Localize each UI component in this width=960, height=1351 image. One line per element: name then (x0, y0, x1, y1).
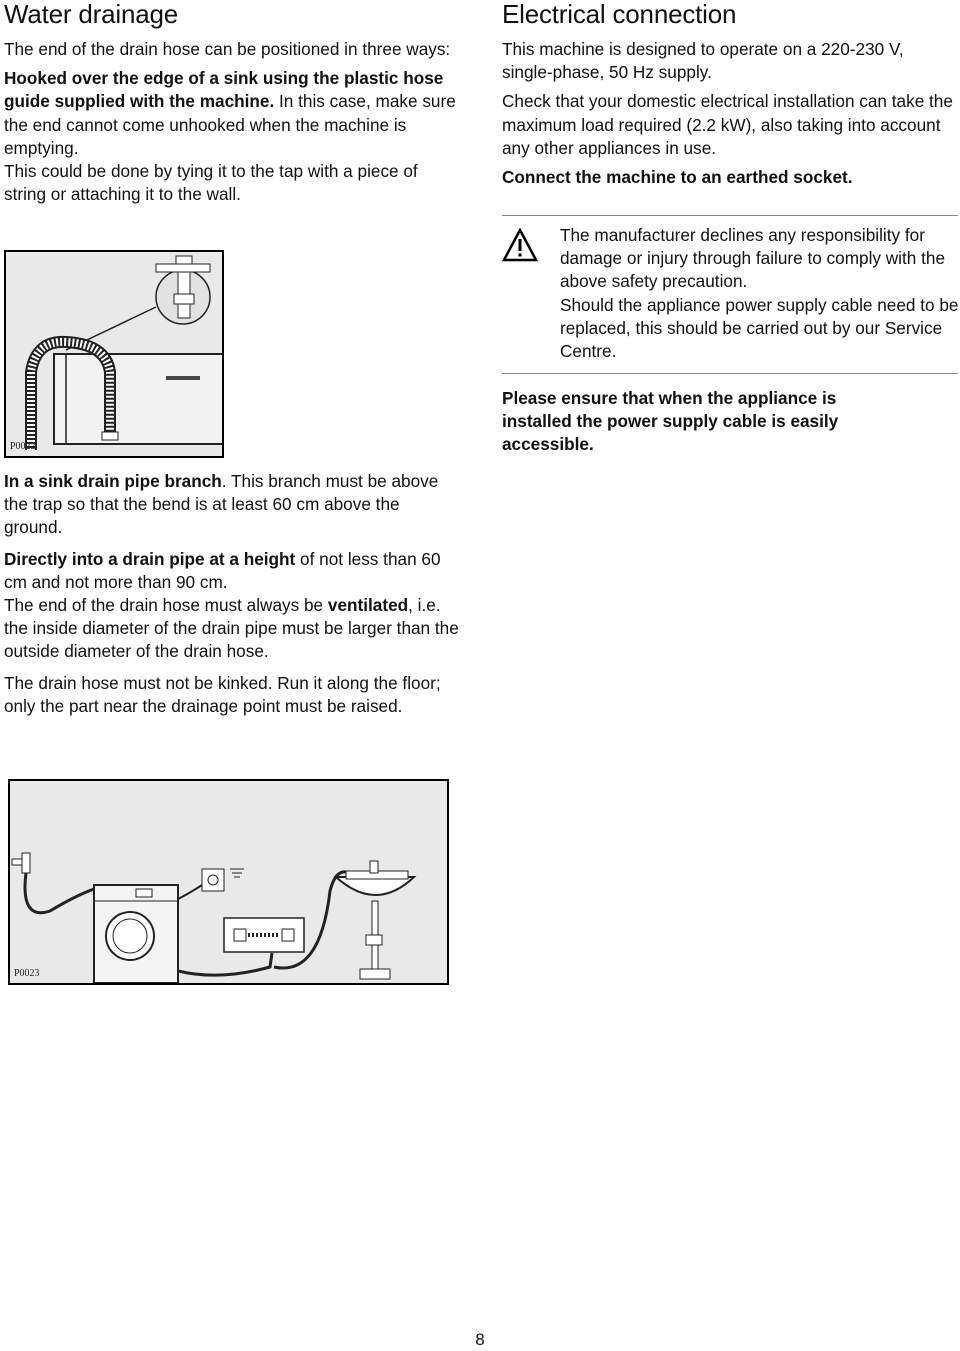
hooked-paragraph (4, 67, 460, 160)
check-paragraph: Check that your domestic electrical installation can take the maximum load required (2.2 kW), also taking into account any other appliances in use. (502, 91, 953, 158)
warning-responsibility: The manufacturer declines any responsibility for damage or injury through failure to comply with the above safety precaution. (560, 225, 946, 292)
vent-pre: The end of the drain hose must always be (4, 595, 328, 616)
sink-hose-illustration (6, 252, 222, 456)
warning-block (560, 224, 960, 363)
warning-replacement: Should the appliance power supply cable need to be replaced, this should be carried out by our Service Centre. (560, 294, 959, 362)
water-drainage-title: Water drainage (4, 0, 178, 29)
drain-intro: The end of the drain hose can be positioned in three ways: (4, 39, 451, 59)
ventilated-paragraph (4, 594, 460, 664)
vent-bold: ventilated (327, 595, 409, 616)
accessible-paragraph (502, 387, 902, 457)
earthed-bold: Connect the machine to an earthed socket. (502, 167, 853, 188)
water-drainage-continued (4, 470, 460, 718)
electrical-section (502, 0, 954, 189)
branch-rest: . This branch must be above the trap so that the bend is at least 60 cm above the ground. (4, 471, 439, 538)
branch-bold: In a sink drain pipe branch (4, 471, 222, 491)
vent-rest: , i.e. the inside diameter of the drain pipe must be larger than the outside diameter of the drain hose. (4, 595, 459, 662)
hooked-bold: Hooked over the edge of a sink using the plastic hose guide supplied with the machine. (4, 68, 444, 112)
hooked-rest: In this case, make sure the end cannot come unhooked when the machine is emptying. (4, 91, 456, 158)
warning-triangle-icon (502, 228, 538, 262)
electrical-title: Electrical connection (502, 0, 737, 29)
water-drainage-section (4, 0, 460, 206)
direct-rest: of not less than 60 cm and not more than 90 cm. (4, 548, 441, 592)
figure-installation (8, 779, 449, 985)
figure-label-p0022: P0022 (10, 441, 36, 452)
direct-paragraph (4, 548, 460, 594)
installation-illustration (10, 781, 447, 983)
figure-label-p0023: P0023 (14, 968, 40, 979)
accessible-bold: Please ensure that when the appliance is installed the power supply cable is easily accessible. (502, 388, 839, 455)
direct-bold: Directly into a drain pipe at a height (4, 548, 296, 569)
tie-paragraph: This could be done by tying it to the tap with a piece of string or attaching it to the wall. (4, 161, 418, 205)
warning-top-rule (502, 215, 958, 216)
supply-paragraph: This machine is designed to operate on a 220-230 V, single-phase, 50 Hz supply. (502, 39, 904, 83)
branch-paragraph (4, 470, 460, 540)
page-number: 8 (475, 1330, 485, 1349)
kink-paragraph: The drain hose must not be kinked. Run it along the floor; only the part near the drainage point must be raised. (4, 672, 441, 716)
warning-bottom-rule (502, 373, 958, 374)
earthed-paragraph (502, 166, 954, 189)
figure-sink-hose (4, 250, 224, 458)
accessible-note (502, 387, 902, 457)
